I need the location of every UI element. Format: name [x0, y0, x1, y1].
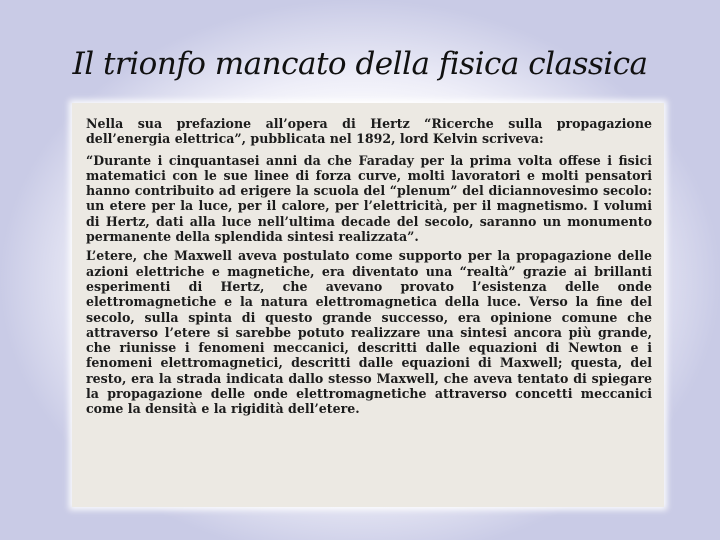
- kelvin-quote-paragraph: “Durante i cinquantasei anni da che Faraday per la prima volta offese i fisici matematici con le sue linee di forza curve, molti lavoratori e molti pensatori hanno contribuito ad erigere la scuola del “plenum” del diciannovesimo secolo: un etere per la luce, per il calore, per l’elettricità, per il magnetismo. I volumi di Hertz, dati alla luce nell’ultima decade del secolo, saranno un monumento permanente della splendida sintesi realizzata”.: [86, 152, 652, 245]
- intro-paragraph: Nella sua prefazione all’opera di Hertz “Ricerche sulla propagazione dell’energia elettrica”, pubblicata nel 1892, lord Kelvin scriveva:: [86, 116, 652, 147]
- slide-title: Il trionfo mancato della fisica classica: [72, 46, 648, 82]
- scanned-text-image: [72, 103, 664, 507]
- scanned-text-body: [86, 116, 652, 417]
- ether-paragraph: L’etere, che Maxwell aveva postulato come supporto per la propagazione delle azioni elettriche e magnetiche, era diventato una “realtà” grazie ai brillanti esperimenti di Hertz, che avevano provato l’esistenza delle onde elettromagnetiche e la natura elettromagnetica della luce. Verso la fine del secolo, sulla spinta di questo grande successo, era opinione comune che attraverso l’etere si sarebbe potuto realizzare una sintesi ancora più grande, che riunisse i fenomeni meccanici, descritti dalle equazioni di Newton e i fenomeni elettromagnetici, descritti dalle equazioni di Maxwell; questa, del resto, era la strada indicata dallo stesso Maxwell, che aveva tentato di spiegare la propagazione delle onde elettromagnetiche attraverso concetti meccanici come la densità e la rigidità dell’etere.: [86, 248, 652, 417]
